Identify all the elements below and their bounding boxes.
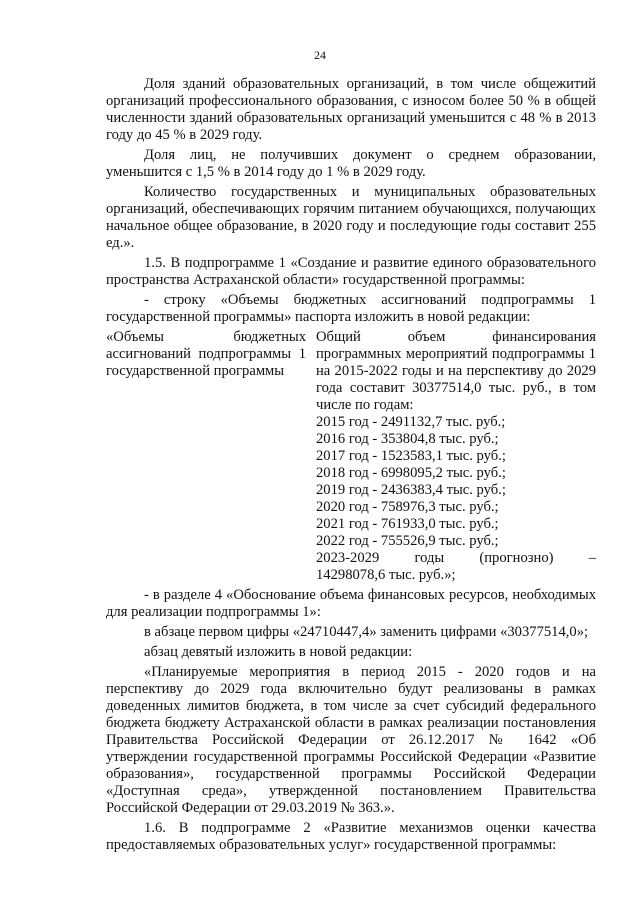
paragraph-building-wear: Доля зданий образовательных организаций, в том числе общежитий организаций профессионального образования, с износом более 50 % в общей численности зданий образовательных организаций уменьшится с 48 % в 2013 году до 45 % в 2029 году. xyxy=(106,76,596,143)
forecast-period: 2023-2029 xyxy=(316,550,380,566)
budget-year-row: 2017 год - 1523583,1 тыс. руб.; xyxy=(316,448,506,464)
budget-year-row: 2020 год - 758976,3 тыс. руб.; xyxy=(316,499,499,515)
budget-year-row: 2019 год - 2436383,4 тыс. руб.; xyxy=(316,482,506,498)
budget-table-label: «Объемы бюджетных ассигнований подпрограммы 1 государственной программы xyxy=(106,329,306,379)
page-number: 24 xyxy=(314,48,326,62)
document-body xyxy=(106,76,596,857)
budget-year-row: 2016 год - 353804,8 тыс. руб.; xyxy=(316,431,499,447)
paragraph-ninth-intro: абзац девятый изложить в новой редакции: xyxy=(144,644,413,660)
paragraph-budget-line: - строку «Объемы бюджетных ассигнований подпрограммы 1 государственной программы» паспорта изложить в новой редакции: xyxy=(106,292,596,325)
budget-intro: Общий объем финансирования программных мероприятий подпрограммы 1 на 2015-2022 годы и на перспективу до 2029 года составит 30377514,0 тыс. руб., в том числе по годам: xyxy=(316,329,596,413)
paragraph-planned-measures: «Планируемые мероприятия в период 2015 - 2020 годов и на перспективу до 2029 года включительно будут реализованы в рамках доведенных лимитов бюджета, в том числе за счет субсидий федерального бюджета бюджету Астраханской области в рамках реализации постановления Правительства Российской Федерации от 26.12.2017 № 1642 «Об утверждении государственной программы Российской Федерации «Развитие образования», государственной программы Российской Федерации «Доступная среда», утвержденной постановлением Правительства Российской Федерации от 29.03.2019 № 363.». xyxy=(106,664,596,816)
budget-year-row: 2021 год - 761933,0 тыс. руб.; xyxy=(316,516,499,532)
budget-year-row: 2018 год - 6998095,2 тыс. руб.; xyxy=(316,465,506,481)
paragraph-no-diploma: Доля лиц, не получивших документ о среднем образовании, уменьшится с 1,5 % в 2014 году до 1 % в 2029 году. xyxy=(106,147,596,180)
paragraph-section-1-6: 1.6. В подпрограмме 2 «Развитие механизмов оценки качества предоставляемых образовательных услуг» государственной программы: xyxy=(106,820,596,853)
paragraph-section-1-5: 1.5. В подпрограмме 1 «Создание и развитие единого образовательного пространства Астраханской области» государственной программы: xyxy=(106,255,596,288)
budget-year-row: 2015 год - 2491132,7 тыс. руб.; xyxy=(316,414,506,430)
forecast-dash: – xyxy=(588,550,596,566)
forecast-amount: 14298078,6 тыс. руб.»; xyxy=(316,567,456,583)
budget-year-row: 2022 год - 755526,9 тыс. руб.; xyxy=(316,533,499,549)
budget-forecast-row xyxy=(316,550,596,567)
paragraph-section-4: - в разделе 4 «Обоснование объема финансовых ресурсов, необходимых для реализации подпрограммы 1»: xyxy=(106,587,596,620)
budget-table-values xyxy=(316,329,596,584)
paragraph-replace-figures: в абзаце первом цифры «24710447,4» заменить цифрами «30377514,0»; xyxy=(144,624,589,640)
forecast-note: (прогнозно) xyxy=(479,550,554,566)
forecast-word: годы xyxy=(414,550,445,566)
paragraph-hot-meals: Количество государственных и муниципальных образовательных организаций, обеспечивающих горячим питанием обучающихся, получающих начальное общее образование, в 2020 году и последующие годы составит 255 ед.». xyxy=(106,184,596,251)
budget-table xyxy=(106,329,596,584)
